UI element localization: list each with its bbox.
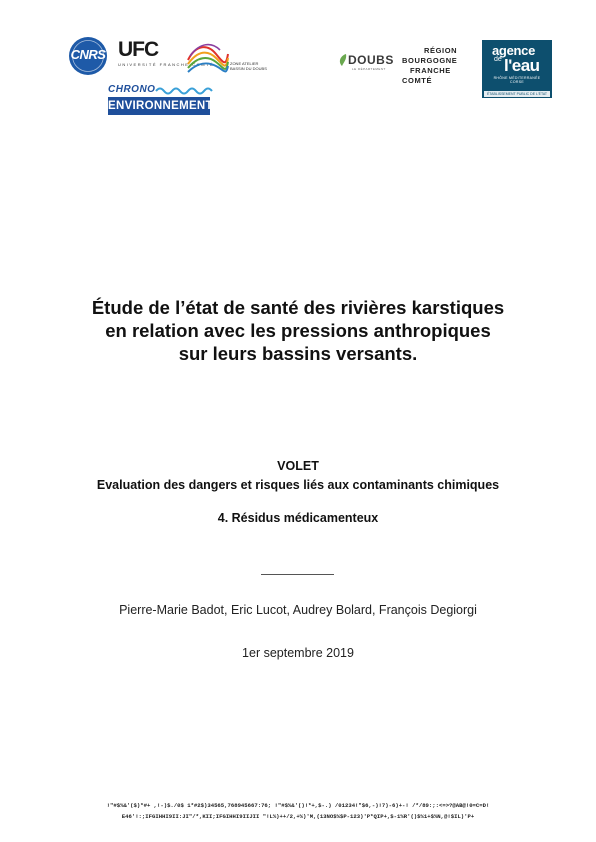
wave-logo-icon xyxy=(186,40,230,76)
authors: Pierre-Marie Badot, Eric Lucot, Audrey Bolard, François Degiorgi xyxy=(119,603,477,617)
doubs-logo-text: DOUBS xyxy=(348,53,394,67)
doubs-logo xyxy=(338,52,394,72)
agence-logo-line2: de xyxy=(494,56,502,63)
ufc-logo xyxy=(118,38,215,76)
volet-heading: VOLET xyxy=(277,459,319,473)
footer-encoded-text xyxy=(40,800,556,822)
zone-atelier-logo xyxy=(186,40,292,80)
doubs-logo-sub: LE DÉPARTEMENT xyxy=(352,67,386,71)
doubs-leaf-icon xyxy=(338,54,348,66)
agence-logo-line4: RHÔNE MÉDITERRANÉE CORSE xyxy=(493,76,541,84)
title-line-1: Étude de l’état de santé des rivières karstiques xyxy=(91,297,505,318)
footer-line-2: E46'!:;IFGIHHI9II:JI"/*,KII;IFGIHHI9IIJII "!L%)++/2,+%)'M,(13NO$%$P-123)'P*QIP+,$-1%R'()$%1+$%N,@!$IL)'P+ xyxy=(121,813,475,820)
ufc-logo-sub: UNIVERSITÉ FRANCHE-COMTÉ xyxy=(118,62,215,67)
title-line-2: en relation avec les pressions anthropiques xyxy=(105,320,491,341)
footer-line-1: !"#$%&'($)*#+ ,!-)$./0$ 1*#2$)34565,768945667:76; !"#$%&'()!*+,$-.) /01234!"$6,-)!7)-6)+-! /*/89:;:<=>?@AB@!0=C=D! xyxy=(106,802,490,809)
agence-logo-line1: agence xyxy=(492,43,536,58)
chrono-wave-icon xyxy=(156,86,212,94)
document-title xyxy=(40,296,556,365)
ufc-logo-main: UFC xyxy=(118,38,159,61)
region-bfc-logo: RÉGION BOURGOGNE FRANCHE COMTÉ xyxy=(402,46,458,85)
chrono-logo-line2: ENVIRONNEMENT xyxy=(108,97,210,115)
zone-atelier-caption: ZONE ATELIER BASSIN DU DOUBS xyxy=(230,61,267,71)
volet-subtitle: Evaluation des dangers et risques liés aux contaminants chimiques xyxy=(96,478,500,492)
cnrs-logo xyxy=(66,36,110,76)
agence-logo-footer: ÉTABLISSEMENT PUBLIC DE L'ÉTAT xyxy=(484,91,550,97)
separator-rule xyxy=(261,574,334,575)
chrono-environnement-logo xyxy=(108,84,212,118)
agence-logo-line3: l'eau xyxy=(504,56,540,75)
title-line-3: sur leurs bassins versants. xyxy=(178,343,418,364)
section-heading: 4. Résidus médicamenteux xyxy=(217,511,379,525)
chrono-logo-line1: CHRONO xyxy=(108,84,156,95)
publication-date: 1er septembre 2019 xyxy=(242,646,354,660)
agence-de-l-eau-logo xyxy=(482,40,552,98)
cnrs-logo-text: CNRS xyxy=(70,47,106,62)
